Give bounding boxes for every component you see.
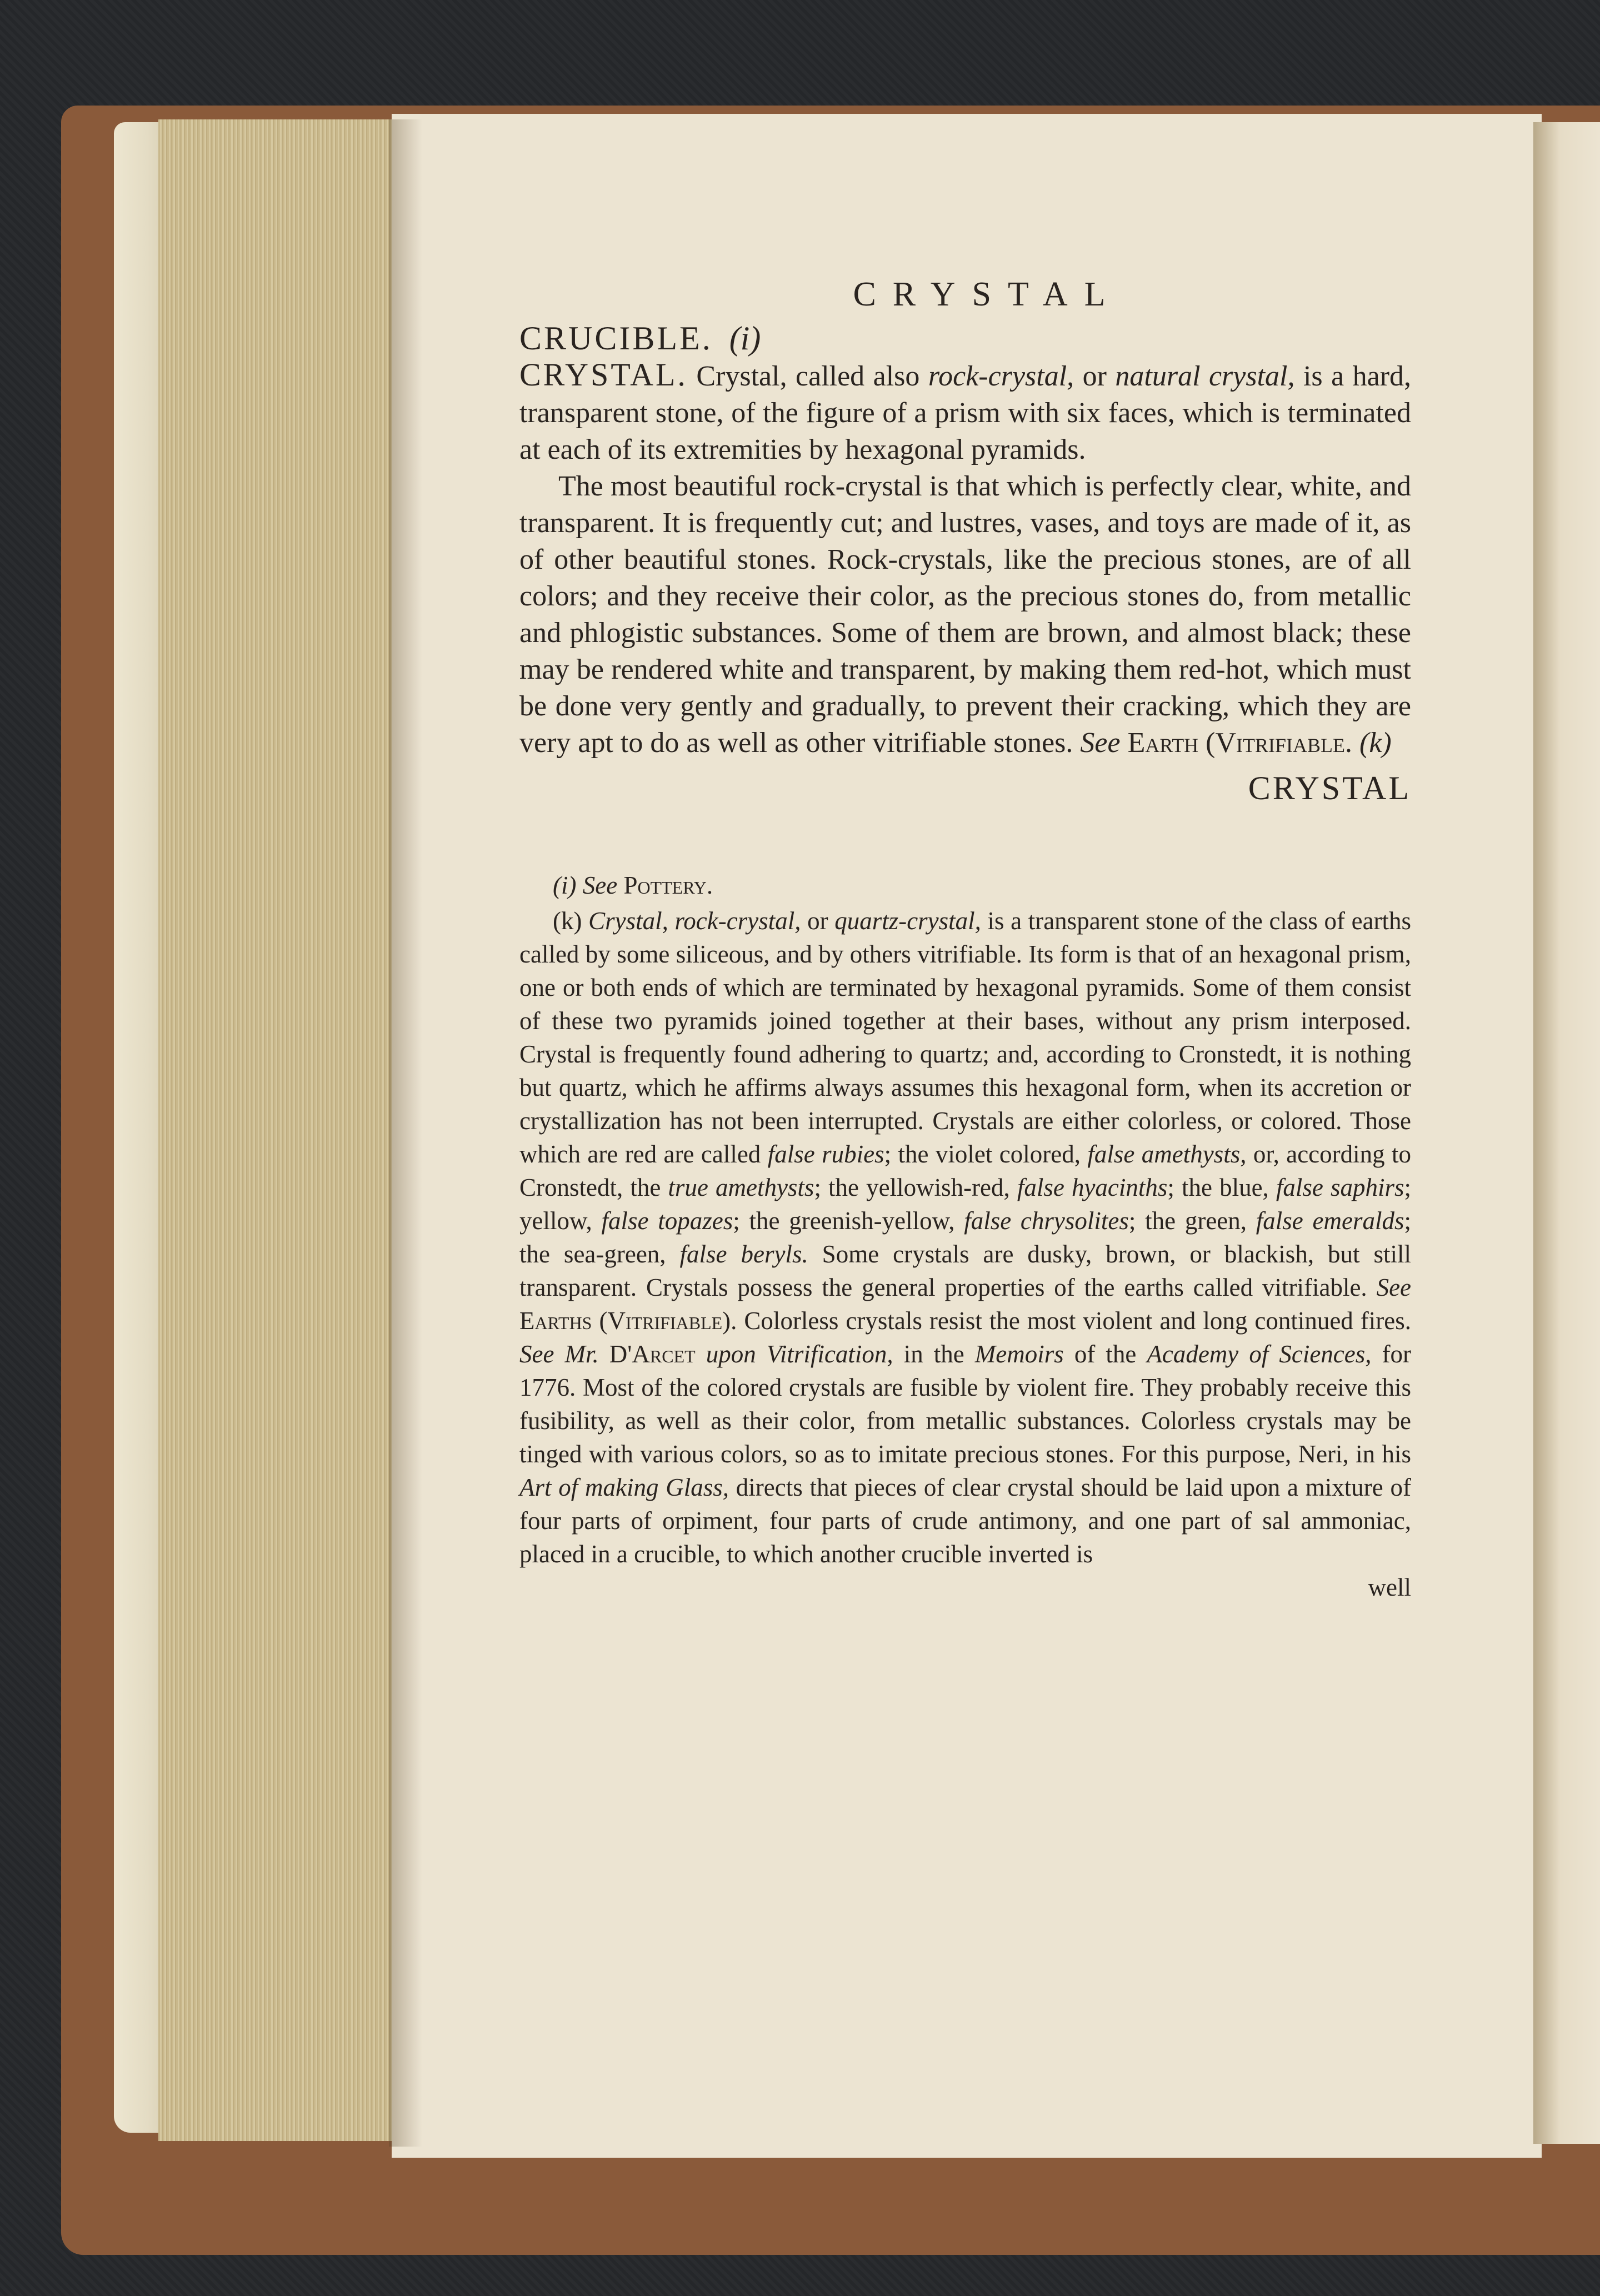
footnote-k [519,904,1411,1571]
footnote-text: ; the blue, [1167,1174,1269,1201]
running-head: CRYSTAL [853,275,1122,313]
catchword-main: CRYSTAL [1248,770,1411,806]
footnote-italic: upon Vitrification, [706,1340,893,1368]
footnote-italic: See [1376,1274,1412,1301]
entry-italic: natural crystal, [1115,360,1295,392]
footnote-italic: false beryls. [679,1240,808,1268]
entry-italic: rock-crystal, [928,360,1074,392]
footnotes [519,869,1411,1604]
entry-text: is a hard, transparent stone, of the figure of a prism with six faces, which is terminated at each of its extremities by hexagonal pyramids. [519,360,1412,465]
footnote-mark: (k) [553,907,582,935]
footnote-italic: Art of making Glass, [519,1473,729,1501]
footnote-italic: Memoirs [974,1340,1064,1368]
footnote-italic: false hyacinths [1017,1174,1168,1201]
entry-text: or [1082,360,1107,392]
entry-paragraph-2 [519,468,1411,761]
footnote-text: Pottery. [623,871,713,899]
footnote-text: Colorless crystals resist the most violent and long continued fires. [744,1307,1412,1335]
catchword-footnote: well [1368,1573,1411,1601]
crystal-entry [519,357,1411,761]
footnote-text: or, according to Cronstedt, the [519,1140,1412,1201]
entry-headword: CRYSTAL. [519,357,688,393]
footnote-text: See [582,871,618,899]
footnote-italic: false rubies [767,1140,884,1168]
page-text [519,275,1411,1604]
footnote-i [519,869,1411,902]
footnote-text: Some crystals are dusky, brown, or blackish, but still transparent. Crystals possess the general properties of the earths called vitrifiable. [519,1240,1412,1301]
see-target: Earth (Vitrifiable. [1127,727,1353,759]
see-reference: See [1080,727,1121,759]
footnote-text: directs that pieces of clear crystal should be laid upon a mixture of four parts of orpiment, four parts of crude antimony, and one part of sal ammoniac, placed in a crucible, to which another crucible inverted is [519,1473,1411,1568]
footnote-text: D'Arcet [609,1340,696,1368]
footnote-italic: Crystal, rock-crystal, [588,907,801,935]
facing-page-edge [1533,122,1600,2144]
entry-paragraph-1 [519,357,1411,468]
crucible-note-ref: (i) [729,320,761,357]
crucible-entry [519,320,1411,357]
entry-text: Crystal, called also [696,360,920,392]
entry-note-ref: (k) [1359,727,1392,759]
entry-text: The most beautiful rock-crystal is that which is perfectly clear, white, and transparent. It is frequently cut; and lustres, vases, and toys are made of it, as of other beautiful stones. Rock-crystals, like the precious stones, are of all colors; and they receive their color, as the precious stones do, from metallic and phlogistic substances. Some of them are brown, and almost black; these may be rendered white and transparent, by making them red-hot, which must be done very gently and gradually, to prevent their cracking, which they are very apt to do as well as other vitrifiable stones. [519,470,1411,759]
footnote-italic: See Mr. [519,1340,599,1368]
footnote-text: ; the violet colored, [884,1140,1081,1168]
footnote-italic: false amethysts, [1087,1140,1247,1168]
footnote-text: in the [903,1340,964,1368]
footnote-text: ; the sea-green, [519,1207,1411,1268]
footnote-text: ; the green, [1128,1207,1247,1235]
footnote-italic: false topazes [601,1207,733,1235]
footnote-text: Earths (Vitrifiable). [519,1307,737,1335]
footnote-italic: false saphirs [1276,1174,1404,1201]
footnote-mark: (i) [553,871,577,899]
footnote-text: for 1776. Most of the colored crystals are fusible by violent fire. They probably receive this fusibility, as well as their color, from metallic substances. Colorless crystals may be tinged with various colors, so as to imitate precious stones. For this purpose, Neri, in his [519,1340,1412,1468]
footnote-text: ; the greenish-yellow, [733,1207,955,1235]
gutter-shadow [389,119,422,2147]
footnote-italic: false chrysolites [964,1207,1129,1235]
footnote-text: of the [1074,1340,1137,1368]
footnote-text: or [807,907,828,935]
footnote-text: ; the yellowish-red, [814,1174,1010,1201]
footnote-italic: false emeralds [1256,1207,1404,1235]
footnote-italic: quartz-crystal, [834,907,981,935]
footnote-text: is a transparent stone of the class of earths called by some siliceous, and by others vitrifiable. Its form is that of an hexagonal prism, one or both ends of which are terminated by hexagonal pyramids. Some of them consist of these two pyramids joined together at their bases, without any prism interposed. Crystal is frequently found adhering to quartz; and, according to Cronstedt, it is nothing but quartz, which he affirms always assumes this hexagonal form, when its accretion or crystallization has not been interrupted. Crystals are either colorless, or colored. Those which are red are called [519,907,1412,1168]
page-edges [158,119,397,2141]
footnote-italic: true amethysts [668,1174,814,1201]
footnote-text: ; yellow, [519,1174,1412,1235]
footnote-italic: Academy of Sciences, [1147,1340,1372,1368]
crucible-word: CRUCIBLE. [519,320,713,357]
